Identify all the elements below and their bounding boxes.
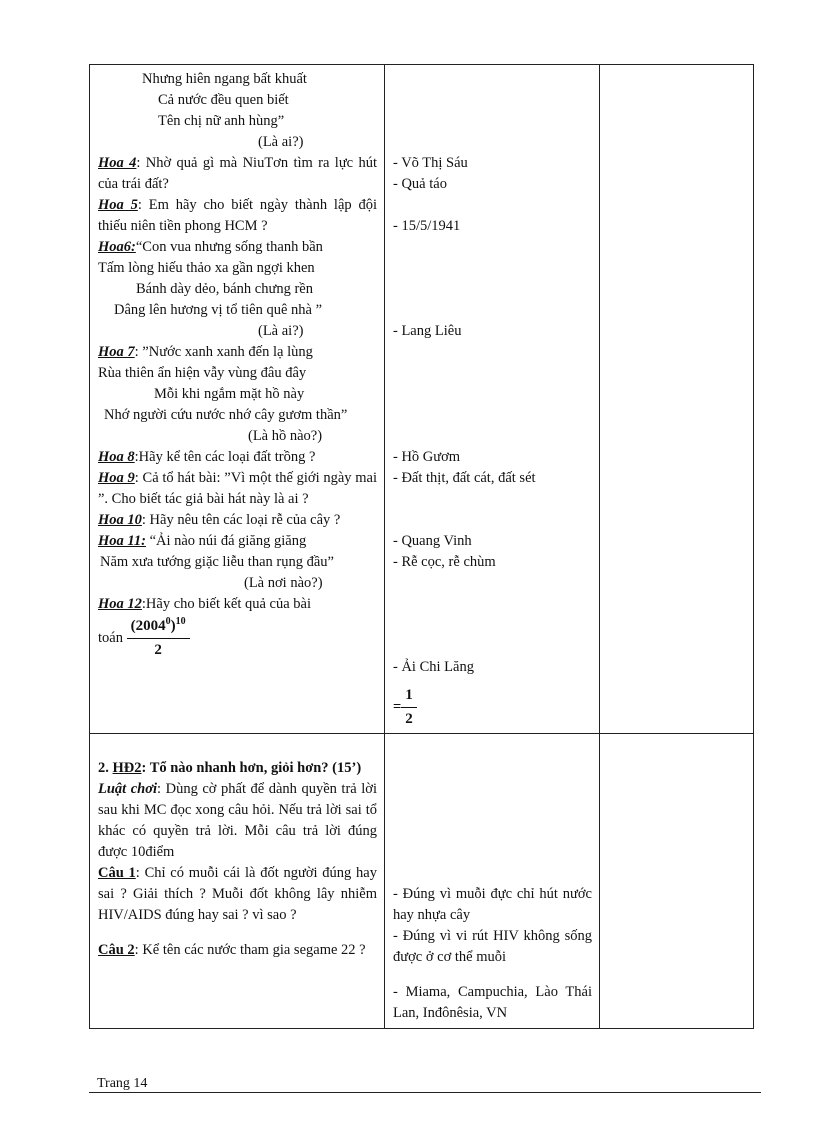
question-11: Hoa 11: “Ải nào núi đá giăng giăng <box>98 533 307 549</box>
lesson-table <box>89 64 754 1029</box>
poem-line: Cả nước đều quen biết <box>158 92 289 108</box>
poem-line: Dâng lên hương vị tổ tiên quê nhà ” <box>114 302 323 318</box>
answer-c1a: - Đúng vì muỗi đực chỉ hút nước hay nhựa cây <box>393 886 592 923</box>
answer-8: - Hồ Gươm <box>393 449 461 465</box>
poem-line: Tên chị nữ anh hùng” <box>158 113 285 129</box>
answer-5: - Quả táo <box>393 176 447 192</box>
table-row <box>90 734 754 1029</box>
question-9: Hoa 9: Cả tổ hát bài: ”Vì một thế giới ngày mai ”. Cho biết tác giả bài hát này là ai ? <box>98 470 378 507</box>
answer-12: - Ải Chi Lăng <box>393 659 474 675</box>
question-12: Hoa 12:Hãy cho biết kết quả của bài <box>98 596 312 612</box>
table-row <box>90 65 754 734</box>
answer-cell <box>385 65 600 734</box>
question-6: Hoa6:“Con vua nhưng sống thanh bần <box>98 239 323 255</box>
poem-line: Tấm lòng hiếu thảo xa gần ngợi khen <box>98 260 315 276</box>
notes-cell <box>600 734 754 1029</box>
answer-c1b: - Đúng vì vi rút HIV không sống được ở cơ thể muỗi <box>393 928 592 965</box>
poem-question: (Là nơi nào?) <box>244 575 323 591</box>
poem-question: (Là ai?) <box>258 134 304 150</box>
poem-line: Nhưng hiên ngang bất khuất <box>142 71 307 87</box>
math-answer: = $\frac{1}{2}$ <box>393 686 592 729</box>
poem-line: Nhớ người cứu nước nhớ cây gươm thần” <box>104 407 348 423</box>
poem-line: Mỗi khi ngắm mặt hồ này <box>154 386 305 402</box>
answer-cell <box>385 734 600 1029</box>
answer-9: - Đất thịt, đất cát, đất sét <box>393 470 536 486</box>
question-5: Hoa 5: Em hãy cho biết ngày thành lập đội thiếu niên tiền phong HCM ? <box>98 197 378 234</box>
poem-line: Rùa thiên ẩn hiện vẫy vùng đâu đây <box>98 365 307 381</box>
game-rules: Luật chơi: Dùng cờ phất để dành quyền trả lời sau khi MC đọc xong câu hỏi. Nếu trả lời sai tổ khác có quyền trả lời. Mỗi câu trả lời đúng được 10điểm <box>98 781 377 860</box>
notes-cell <box>600 65 754 734</box>
activity-cell <box>90 734 385 1029</box>
answer-7: - Lang Liêu <box>393 323 462 339</box>
answer-11: - Rễ cọc, rễ chùm <box>393 554 496 570</box>
math-problem: toán $\frac{(2004^0)^{10}}{2}$ <box>98 617 377 660</box>
answer-6: - 15/5/1941 <box>393 218 461 234</box>
answer-4: - Võ Thị Sáu <box>393 155 468 171</box>
poem-line: Năm xưa tướng giặc liễu than rụng đầu” <box>100 554 334 570</box>
answer-10: - Quang Vinh <box>393 533 472 549</box>
poem-question: (Là ai?) <box>258 323 304 339</box>
question-c1: Câu 1: Chỉ có muỗi cái là đốt người đúng hay sai ? Giải thích ? Muỗi đốt không lây nhiễm HIV/AIDS đúng hay sai ? vì sao ? <box>98 865 377 923</box>
activity-cell <box>90 65 385 734</box>
question-4: Hoa 4: Nhờ quả gì mà NiuTơn tìm ra lực hút của trái đất? <box>98 155 378 192</box>
fraction: $\frac{(2004^0)^{10}}{2}$ <box>127 617 190 660</box>
poem-question: (Là hồ nào?) <box>248 428 323 444</box>
answer-c2: - Miama, Campuchia, Lào Thái Lan, Inđônêsia, VN <box>393 984 592 1021</box>
question-c2: Câu 2: Kể tên các nước tham gia segame 22 ? <box>98 942 366 958</box>
activity-heading: 2. HĐ2: Tổ nào nhanh hơn, giỏi hơn? (15’) <box>98 760 362 776</box>
question-8: Hoa 8:Hãy kể tên các loại đất trồng ? <box>98 449 316 465</box>
question-7: Hoa 7: ”Nước xanh xanh đến lạ lùng <box>98 344 313 360</box>
poem-line: Bánh dày dẻo, bánh chưng rền <box>136 281 313 297</box>
page-number: Trang 14 <box>97 1076 148 1091</box>
fraction: $\frac{1}{2}$ <box>401 686 417 729</box>
question-10: Hoa 10: Hãy nêu tên các loại rễ của cây ? <box>98 512 341 528</box>
footer-rule <box>89 1092 761 1093</box>
